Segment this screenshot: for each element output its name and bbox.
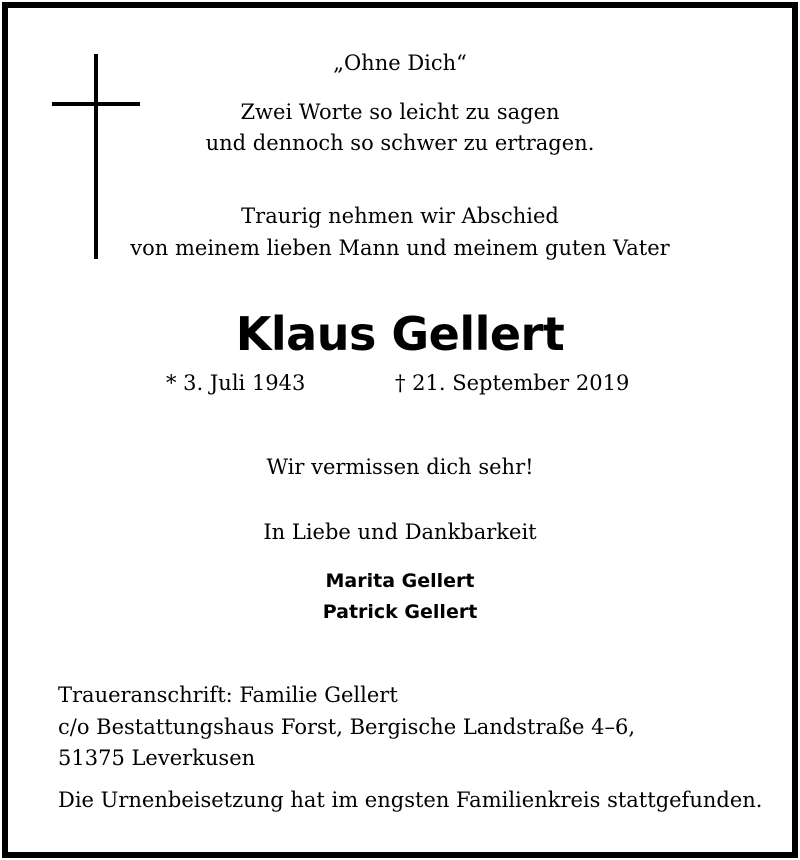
poem-title: „Ohne Dich“ [333, 51, 467, 75]
message: Wir vermissen dich sehr! [266, 455, 534, 479]
intro-line-1: Traurig nehmen wir Abschied [241, 204, 559, 228]
address-line-1: Traueranschrift: Familie Gellert [58, 683, 398, 707]
poem-line-1: Zwei Worte so leicht zu sagen [240, 100, 560, 124]
poem-line-2: und dennoch so schwer zu ertragen. [205, 131, 595, 155]
signer-name: Marita Gellert [325, 570, 475, 592]
signer-name: Patrick Gellert [322, 601, 478, 623]
closing-phrase: In Liebe und Dankbarkeit [263, 520, 537, 544]
address-line-3: 51375 Leverkusen [58, 746, 256, 770]
address-line-2: c/o Bestattungshaus Forst, Bergische Landstraße 4–6, [58, 715, 636, 739]
intro-line-2: von meinem lieben Mann und meinem guten Vater [130, 236, 670, 260]
death-date: † 21. September 2019 [395, 371, 630, 395]
deceased-name: Klaus Gellert [235, 307, 565, 361]
burial-note: Die Urnenbeisetzung hat im engsten Familienkreis stattgefunden. [58, 788, 763, 812]
birth-date: * 3. Juli 1943 [166, 371, 306, 395]
